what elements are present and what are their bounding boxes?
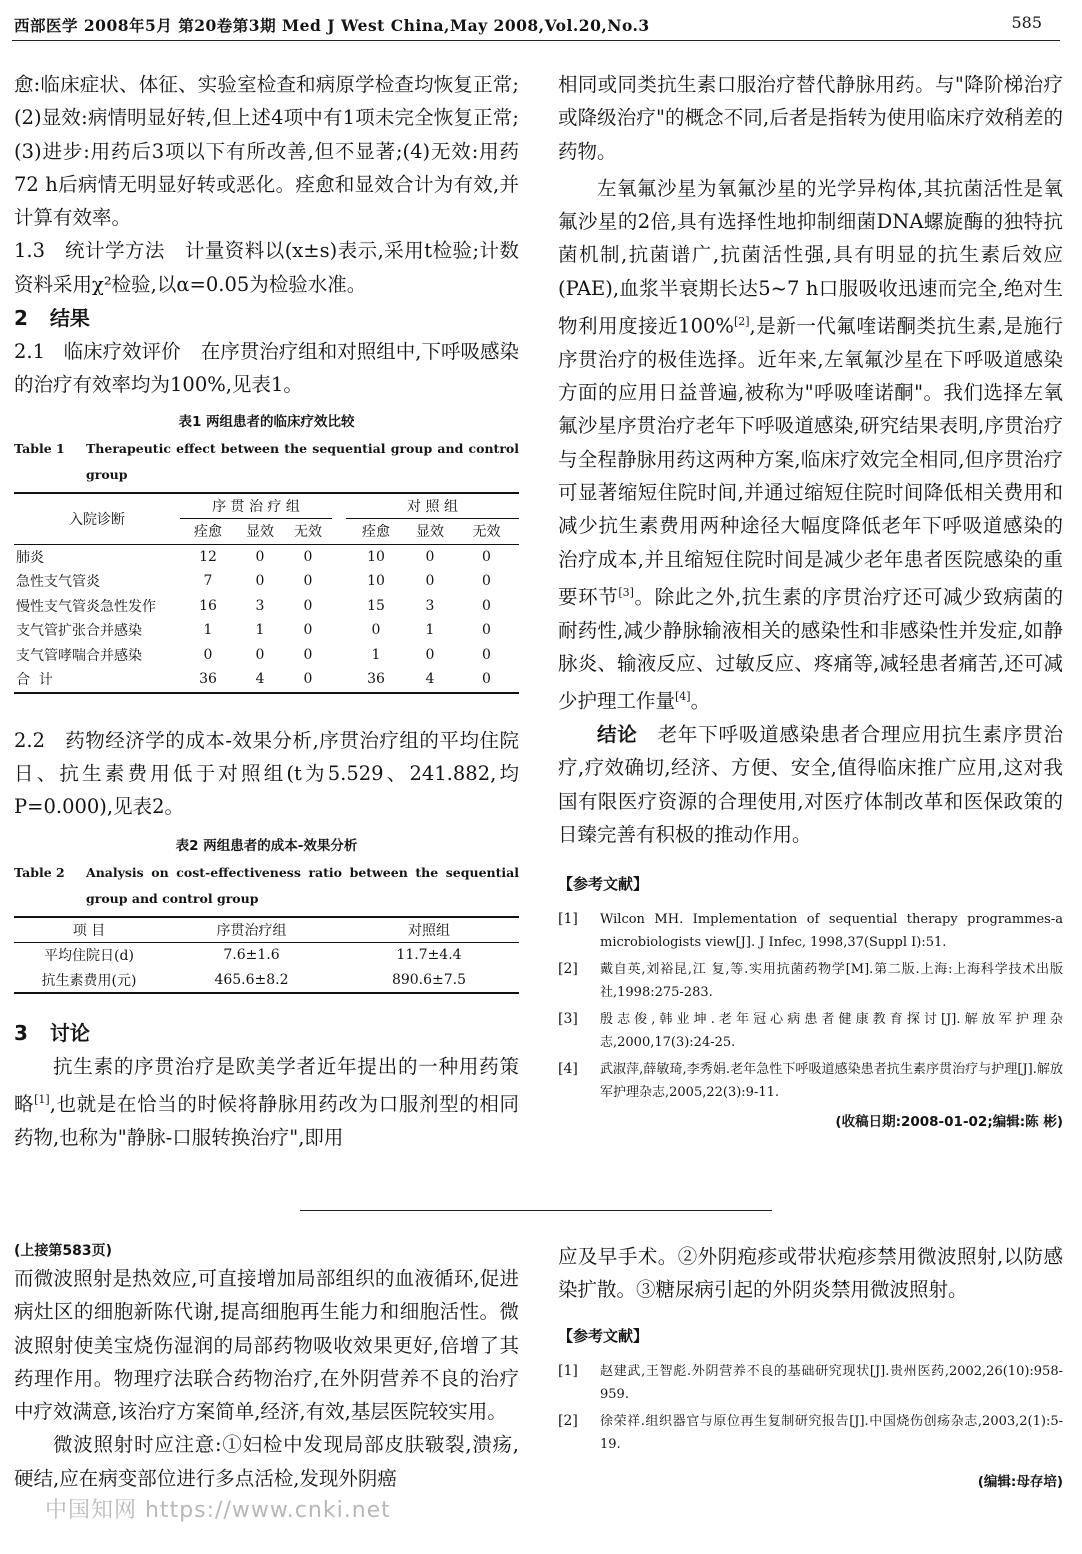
cell: 1 (203, 622, 213, 639)
section-number: 2.2 (14, 728, 46, 752)
cell: 0 (303, 548, 313, 565)
row-label: 支气管哮喘合并感染 (16, 647, 142, 664)
ref-text: 徐荣祥.组织器官与原位再生复制研究报告[J].中国烧伤创疡杂志,2003,2(1):5-19. (600, 1413, 1063, 1452)
cell: 7 (203, 573, 213, 590)
ref-text: 殷志俊,韩业坤.老年冠心病患者健康教育探讨[J].解放军护理杂志,2000,17(3):24-25. (600, 1012, 1063, 1051)
section-2-2 (14, 724, 519, 824)
right-column (558, 68, 1063, 1130)
citation: [3] (618, 585, 634, 599)
cnki-watermark: 中国知网 https://www.cnki.net (45, 1498, 391, 1523)
caption-text: Therapeutic effect between the sequential group and control group (86, 440, 519, 482)
ref-text: 戴自英,刘裕昆,江 复,等.实用抗菌药物学[M].第二版.上海:上海科学技术出版社,1998:275-283. (600, 962, 1063, 1001)
cell: 0 (371, 622, 381, 639)
ref-number: [2] (558, 1412, 578, 1429)
section-3-heading (14, 1016, 519, 1050)
paragraph-discussion (14, 1050, 519, 1154)
row-label: 慢性支气管炎急性发作 (16, 598, 156, 615)
table-row (14, 618, 519, 643)
ref-text: 武淑萍,薛敏琦,李秀娟.老年急性下呼吸道感染患者抗生素序贯治疗与护理[J].解放军护理杂志,2005,22(3):9-11. (600, 1062, 1063, 1101)
cell: 0 (425, 646, 435, 663)
section-number: 2.1 (14, 340, 46, 364)
paragraph-continued: 相同或同类抗生素口服治疗替代静脉用药。与"降阶梯治疗或降级治疗"的概念不同,后者是指转为使用临床疗效稍差的药物。 (558, 73, 1063, 163)
group-header: 序 贯 治 疗 组 (180, 493, 332, 519)
cell: 3 (255, 597, 265, 614)
spacer (332, 519, 346, 545)
table-row (14, 544, 519, 569)
citation: [1] (34, 1093, 50, 1107)
bottom-right-column (558, 1240, 1063, 1490)
citation: [2] (733, 315, 750, 329)
column-header: 无效 (454, 519, 519, 545)
received-date: (收稿日期:2008-01-02;编辑:陈 彬) (835, 1114, 1063, 1131)
cell: 16 (199, 597, 217, 614)
column-header: 入院诊断 (14, 493, 180, 545)
cell: 36 (346, 667, 406, 693)
column-header: 对照组 (339, 917, 519, 943)
cell: 0 (203, 646, 213, 663)
table-row (14, 594, 519, 619)
citation: [4] (675, 690, 691, 704)
running-header (0, 0, 1082, 44)
ref-text: Wilcon MH. Implementation of sequential therapy programmes-a microbiologists view[J]. J Infec, 1998,37(Suppl I):51. (600, 912, 1063, 951)
section-2-1 (14, 335, 519, 402)
column-header: 无效 (284, 519, 332, 545)
cell: 4 (406, 667, 454, 693)
cell: 0 (482, 548, 491, 565)
cell: 0 (303, 597, 313, 614)
table-row (14, 643, 519, 668)
reference-item (558, 958, 1063, 1004)
reference-item (558, 1410, 1063, 1456)
cell: 7.6±1.6 (223, 947, 280, 964)
spacer (332, 667, 346, 693)
column-header: 项 目 (14, 917, 164, 943)
section-number: 1.3 (14, 239, 46, 263)
paragraph-precautions: 微波照射时应注意:①妇检中发现局部皮肤皲裂,溃疡,硬结,应在病变部位进行多点活检,发现外阴癌 (14, 1433, 519, 1490)
cell: 1 (255, 622, 265, 639)
ref-number: [4] (558, 1061, 578, 1078)
text: 左氧氟沙星为氧氟沙星的光学异构体,其抗菌活性是氧氟沙星的2倍,具有选择性地抑制细菌DNA螺旋酶的独特抗菌机制,抗菌谱广,抗菌活性强,具有明显的抗生素后效应(PAE),血浆半衰期长达5~7 h口服吸收迅速而完全,绝对生物利用度接近100% (558, 176, 1063, 338)
text: 老年下呼吸道感染患者合理应用抗生素序贯治疗,疗效确切,经济、方便、安全,值得临床推广应用,这对我国有限医疗资源的合理使用,对医疗体制改革和医保政策的日臻完善有积极的推动作用。 (558, 723, 1063, 847)
section-text: 在序贯治疗组和对照组中,下呼吸感染的治疗有效率均为100%,见表1。 (14, 340, 519, 397)
section-title: 结果 (49, 306, 90, 331)
references-heading: 【参考文献】 (558, 875, 649, 894)
continued-from: (上接第583页) (14, 1243, 113, 1259)
paragraph-microwave: 而微波照射是热效应,可直接增加局部组织的血液循环,促进病灶区的细胞新陈代谢,提高细胞再生能力和细胞活性。微波照射使美宝烧伤湿润的局部药物吸收效果更好,倍增了其药理作用。物理疗法联合药物治疗,在外阴营养不良的治疗中疗效满意,该治疗方案简单,经济,有效,基层医院较实用。 (14, 1267, 519, 1424)
cell: 1 (371, 646, 381, 663)
table-2 (14, 916, 519, 995)
left-column (14, 68, 519, 1154)
section-text: ,序贯治疗组的平均住院日、抗生素费用低于对照组(t为5.529、241.882,均P=0.000),见表2。 (14, 728, 519, 819)
table-2-caption-en (14, 860, 519, 912)
cell: 12 (199, 548, 217, 565)
section-title: 药物经济学的成本-效果分析 (65, 728, 313, 752)
paragraph-criteria: 愈:临床症状、体征、实验室检查和病原学检查均恢复正常;(2)显效:病情明显好转,但上述4项中有1项未完全恢复正常;(3)进步:用药后3项以下有所改善,但不显著;(4)无效:用药72 h后病情无明显好转或恶化。痊愈和显效合计为有效,并计算有效率。 (14, 73, 519, 230)
section-text: 计量资料以(x±s)表示,采用t检验;计数资料采用χ²检验,以α=0.05为检验水准。 (14, 239, 519, 296)
reference-item (558, 1360, 1063, 1406)
table-1-caption-en (14, 436, 519, 488)
cell: 0 (482, 622, 491, 639)
cell: 890.6±7.5 (339, 968, 519, 994)
table-1-caption-cn: 表1 两组患者的临床疗效比较 (178, 413, 355, 430)
cell: 1 (425, 622, 435, 639)
cell: 0 (482, 597, 491, 614)
section-title: 临床疗效评价 (63, 340, 181, 364)
table-number: Table 2 (14, 864, 65, 880)
page-number: 585 (1011, 13, 1042, 32)
row-label: 肺炎 (16, 549, 44, 566)
cell: 0 (303, 646, 313, 663)
cell: 0 (303, 573, 313, 590)
cell: 465.6±8.2 (164, 968, 339, 994)
column-header: 痊愈 (180, 519, 236, 545)
row-label: 支气管扩张合并感染 (16, 623, 142, 640)
conclusion-title: 结论 (597, 723, 638, 747)
cell: 0 (255, 573, 265, 590)
cell: 10 (367, 548, 385, 565)
text: ,是新一代氟喹诺酮类抗生素,是施行序贯治疗的极佳选择。近年来,左氧氟沙星在下呼吸道感染方面的应用日益普遍,被称为"呼吸喹诺酮"。我们选择左氧氟沙星序贯治疗老年下呼吸道感染,研究结果表明,序贯治疗与全程静脉用药这两种方案,临床疗效完全相同,但序贯治疗可显著缩短住院时间,并通过缩短住院时间降低相关费用和减少抗生素费用两种途径大幅度降低老年下呼吸道感染的治疗成本,并且缩短住院时间是减少老年患者医院感染的重要环节 (558, 314, 1063, 609)
ref-number: [3] (558, 1011, 578, 1028)
section-title: 讨论 (49, 1021, 90, 1046)
reference-item (558, 908, 1063, 954)
paragraph-levofloxacin (558, 172, 1063, 718)
cell: 36 (180, 667, 236, 693)
spacer (332, 594, 346, 619)
journal-header: 西部医学 2008年5月 第20卷第3期 Med J West China,May 2008,Vol.20,No.3 (14, 16, 650, 35)
text: 抗生素的序贯治疗是欧美学者近年提出的一种用药策略 (14, 1055, 519, 1116)
section-1-3 (14, 234, 519, 301)
section-2-heading (14, 301, 519, 335)
column-header: 序贯治疗组 (164, 917, 339, 943)
table-1 (14, 492, 519, 694)
table-2-caption-cn: 表2 两组患者的成本-效果分析 (175, 837, 358, 854)
text: ,也就是在恰当的时候将静脉用药改为口服剂型的相同药物,也称为"静脉-口服转换治疗",即用 (14, 1092, 519, 1150)
cell: 10 (367, 573, 385, 590)
paragraph-precautions-continued: 应及早手术。②外阴疱疹或带状疱疹禁用微波照射,以防感染扩散。③糖尿病引起的外阴炎禁用微波照射。 (558, 1245, 1063, 1302)
cell: 3 (425, 597, 435, 614)
cell: 0 (284, 667, 332, 693)
column-header: 显效 (236, 519, 284, 545)
cell: 11.7±4.4 (396, 947, 462, 964)
column-header: 痊愈 (346, 519, 406, 545)
reference-item (558, 1058, 1063, 1104)
section-number: 3 (14, 1021, 28, 1046)
paragraph-conclusion (558, 718, 1063, 851)
table-row (14, 968, 519, 994)
text: 。 (690, 689, 711, 713)
cell: 0 (303, 622, 313, 639)
table-number: Table 1 (14, 440, 65, 456)
table-row (14, 569, 519, 594)
section-title: 统计学方法 (65, 239, 165, 263)
references-heading: 【参考文献】 (558, 1326, 649, 1345)
header-rule (12, 40, 1060, 41)
reference-item (558, 1008, 1063, 1054)
ref-number: [1] (558, 911, 578, 928)
table-row (14, 943, 519, 968)
cell: 0 (454, 667, 519, 693)
group-header: 对 照 组 (346, 493, 519, 519)
cell: 4 (236, 667, 284, 693)
row-label: 平均住院日(d) (44, 948, 134, 965)
ref-number: [1] (558, 1362, 578, 1379)
article-divider (300, 1210, 772, 1211)
cell: 0 (255, 548, 265, 565)
editor-note: (编辑:母存培) (977, 1473, 1063, 1490)
spacer (332, 643, 346, 668)
bottom-left-column (14, 1240, 519, 1495)
spacer (332, 618, 346, 643)
cell: 0 (425, 573, 435, 590)
cell: 0 (255, 646, 265, 663)
section-number: 2 (14, 306, 28, 331)
caption-text: Analysis on cost-effectiveness ratio between the sequential group and control group (86, 864, 519, 906)
cell: 0 (482, 646, 491, 663)
row-label: 抗生素费用(元) (14, 968, 164, 994)
table-row-total (14, 667, 519, 693)
cell: 0 (425, 548, 435, 565)
spacer (332, 493, 346, 519)
cell: 15 (367, 597, 385, 614)
spacer (332, 544, 346, 569)
ref-text: 赵建武,王智彪.外阴营养不良的基础研究现状[J].贵州医药,2002,26(10):958-959. (600, 1363, 1063, 1402)
column-header: 显效 (406, 519, 454, 545)
spacer (332, 569, 346, 594)
row-label: 急性支气管炎 (16, 574, 100, 591)
ref-number: [2] (558, 961, 578, 978)
text: 。除此之外,抗生素的序贯治疗还可减少致病菌的耐药性,减少静脉输液相关的感染性和非感染性并发症,如静脉炎、输液反应、过敏反应、疼痛等,减轻患者痛苦,还可减少护理工作量 (558, 585, 1063, 713)
row-label: 合 计 (14, 667, 180, 693)
cell: 0 (482, 573, 491, 590)
